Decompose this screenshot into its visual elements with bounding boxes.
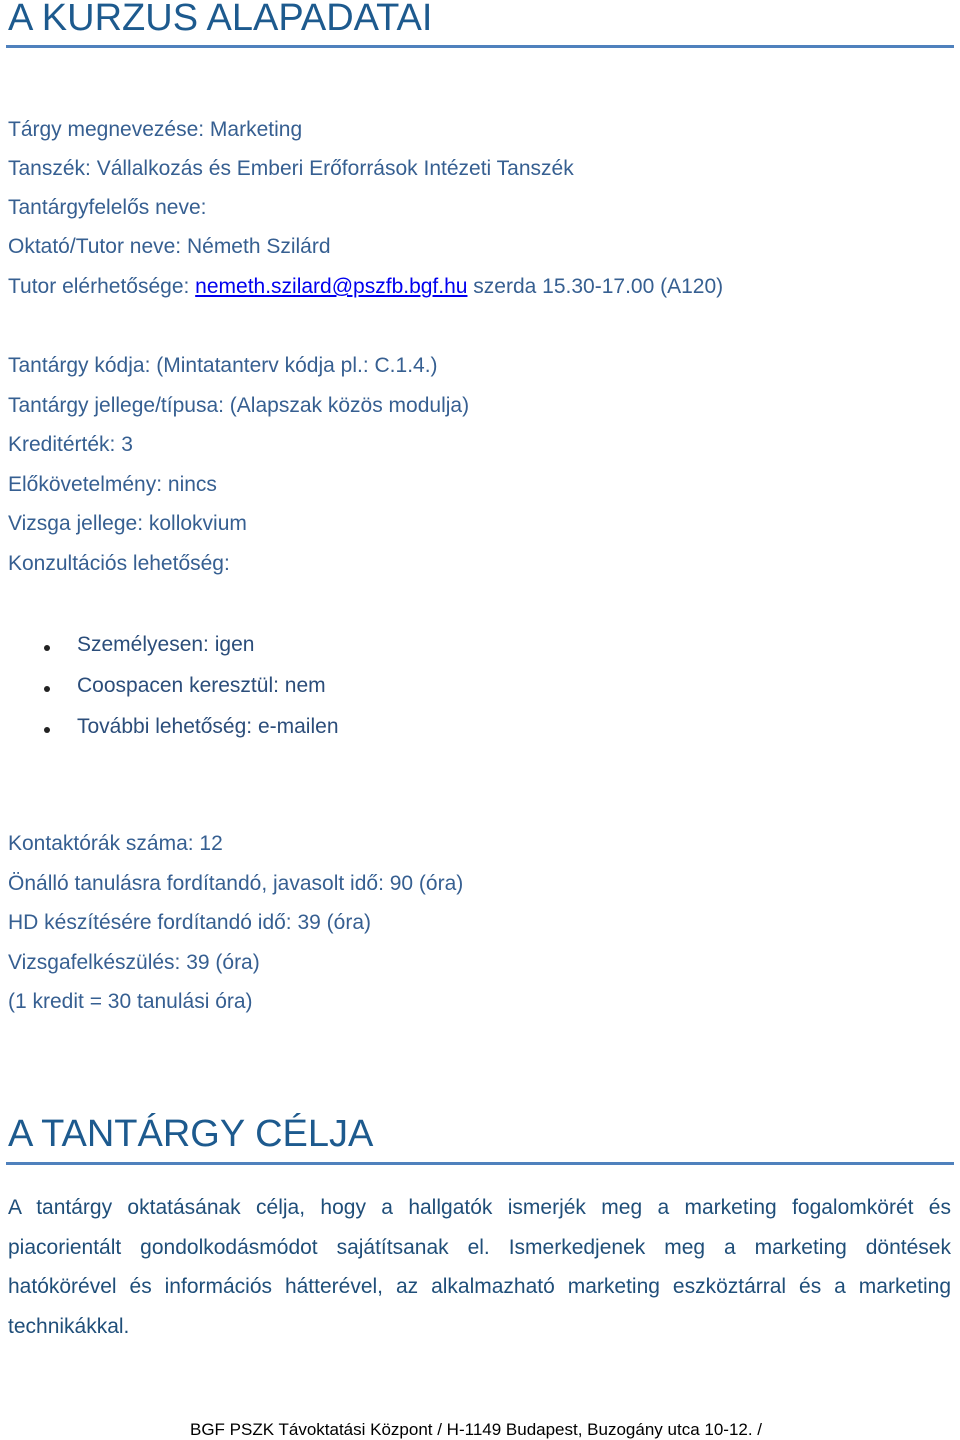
consultation-option-in-person: Személyesen: igen [77, 633, 255, 656]
tutor-line: Oktató/Tutor neve: Németh Szilárd [8, 235, 331, 258]
course-goal-paragraph: A tantárgy oktatásának célja, hogy a hallgatók ismerjék meg a marketing fogalomkörét és piacorientált gondolkodásmódot sajátítsanak el. Ismerkedjenek meg a marketing döntések hatókörével és információs hátterével, az alkalmazható marketing eszköztárral és a marketing technikákkal. [8, 1196, 951, 1338]
credit-line: Kreditérték: 3 [8, 433, 133, 456]
hd-time-line: HD készítésére fordítandó idő: 39 (óra) [8, 911, 372, 934]
exam-type-line: Vizsga jellege: kollokvium [8, 512, 247, 535]
subject-type-line: Tantárgy jellege/típusa: (Alapszak közös modulja) [8, 394, 470, 417]
bullet-icon [44, 686, 50, 692]
prerequisite-line: Előkövetelmény: nincs [8, 473, 217, 496]
bullet-icon [44, 727, 50, 733]
subject-code-line: Tantárgy kódja: (Mintatanterv kódja pl.: C.1.4.) [8, 354, 438, 377]
tutor-contact-hours: szerda 15.30-17.00 (A120) [467, 275, 724, 298]
tutor-contact-label: Tutor elérhetősége: [8, 275, 196, 298]
exam-prep-line: Vizsgafelkészülés: 39 (óra) [8, 951, 260, 974]
tutor-contact-line [8, 274, 723, 300]
contact-hours-line: Kontaktórák száma: 12 [8, 832, 223, 855]
department-line: Tanszék: Vállalkozás és Emberi Erőforrások Intézeti Tanszék [8, 157, 574, 180]
section-title-course-basics: A KURZUS ALAPADATAI [8, 0, 433, 39]
responsible-line: Tantárgyfelelős neve: [8, 196, 207, 219]
heading-underline [6, 45, 954, 48]
subject-line: Tárgy megnevezése: Marketing [8, 118, 303, 141]
page-footer: BGF PSZK Távoktatási Központ / H-1149 Budapest, Buzogány utca 10-12. / [190, 1420, 763, 1439]
credit-note-line: (1 kredit = 30 tanulási óra) [8, 990, 253, 1013]
consultation-option-email: További lehetőség: e-mailen [77, 715, 339, 738]
consultation-option-coospace: Coospacen keresztül: nem [77, 674, 326, 697]
bullet-icon [44, 645, 50, 651]
consultation-line: Konzultációs lehetőség: [8, 552, 230, 575]
self-study-line: Önálló tanulásra fordítandó, javasolt idő: 90 (óra) [8, 872, 464, 895]
heading-underline [6, 1162, 954, 1165]
tutor-email-link[interactable]: nemeth.szilard@pszfb.bgf.hu [195, 275, 468, 298]
section-title-course-goal: A TANTÁRGY CÉLJA [8, 1113, 374, 1155]
